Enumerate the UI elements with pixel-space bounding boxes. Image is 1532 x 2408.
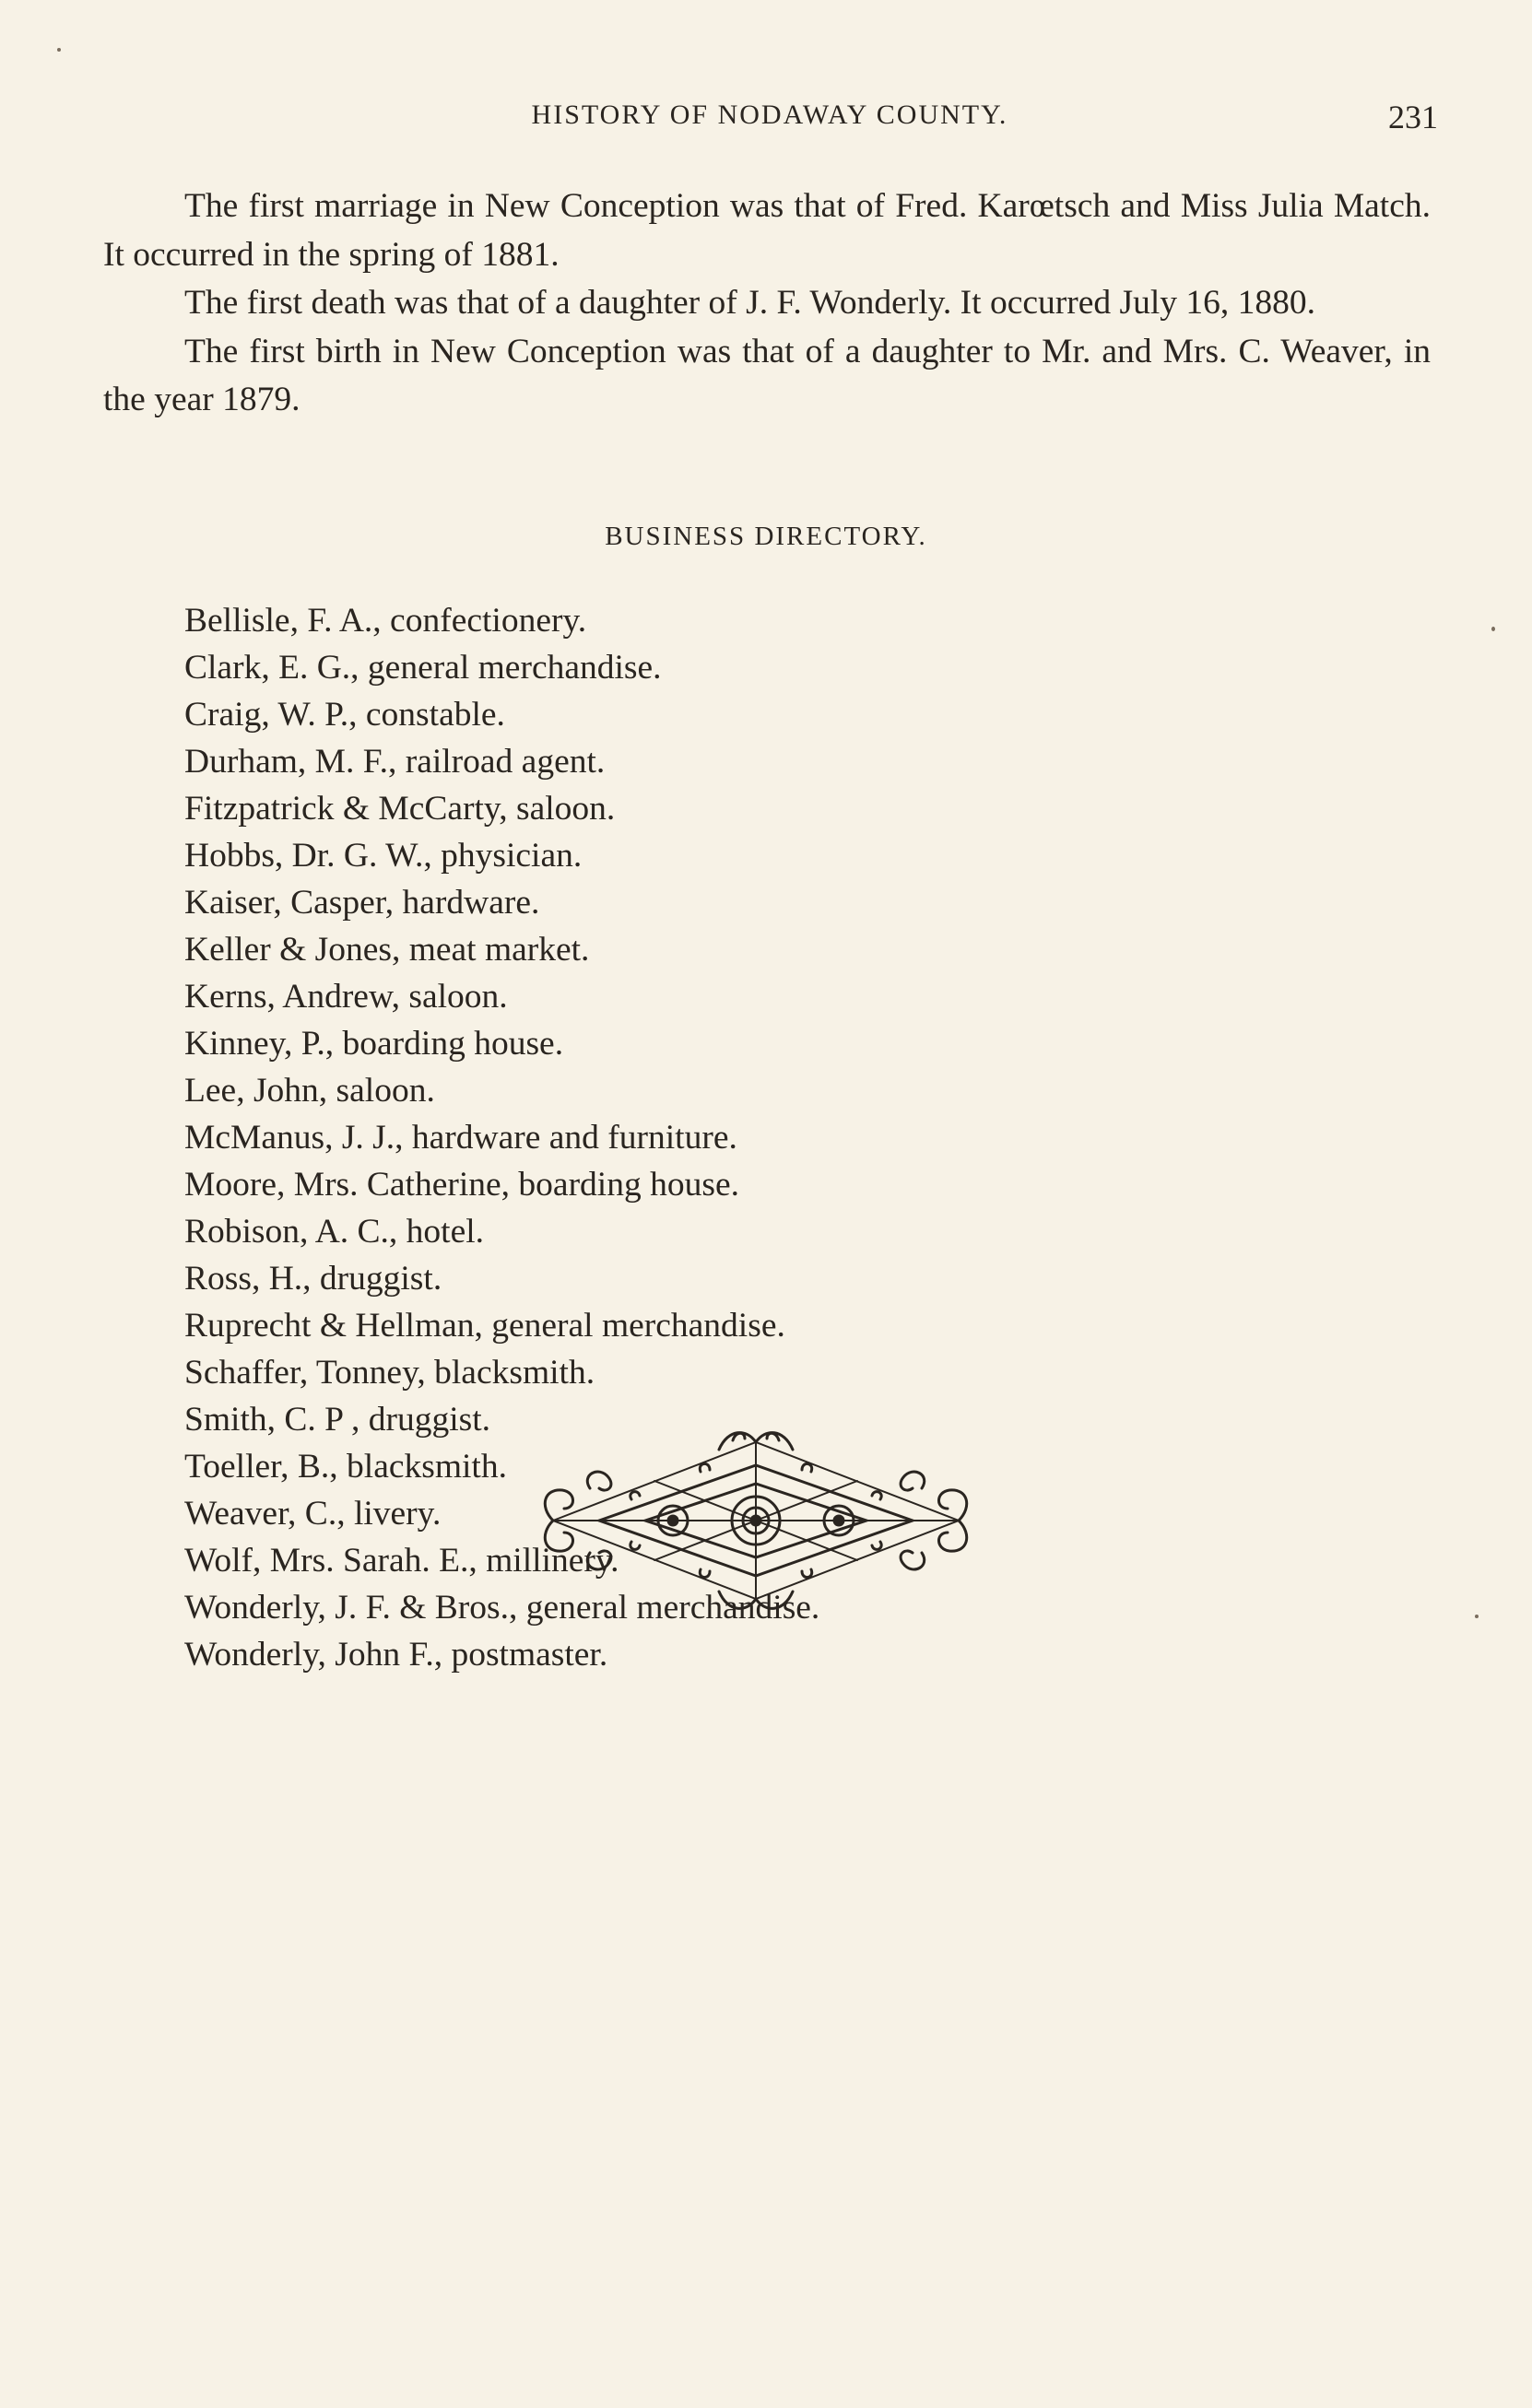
- directory-entry: Clark, E. G., general merchandise.: [184, 649, 662, 687]
- directory-entry: Bellisle, F. A., confectionery.: [184, 602, 587, 640]
- directory-entry: Keller & Jones, meat market.: [184, 931, 590, 969]
- directory-entry: Kaiser, Casper, hardware.: [184, 884, 540, 922]
- directory-entry: Kinney, P., boarding house.: [184, 1025, 564, 1063]
- directory-entry: Lee, John, saloon.: [184, 1072, 435, 1110]
- directory-entry: Robison, A. C., hotel.: [184, 1213, 485, 1251]
- directory-entry: Wolf, Mrs. Sarah. E., millinery.: [184, 1542, 619, 1580]
- directory-entry: Wonderly, John F., postmaster.: [184, 1636, 608, 1674]
- directory-entry: Smith, C. P , druggist.: [184, 1401, 491, 1439]
- directory-entry: Hobbs, Dr. G. W., physician.: [184, 837, 583, 875]
- directory-entry: McManus, J. J., hardware and furniture.: [184, 1119, 737, 1157]
- running-title: HISTORY OF NODAWAY COUNTY.: [531, 100, 1008, 130]
- paper-speck: [1475, 1615, 1479, 1618]
- directory-entry: Toeller, B., blacksmith.: [184, 1448, 507, 1486]
- directory-entry: Durham, M. F., railroad agent.: [184, 743, 606, 781]
- directory-entry: Ross, H., druggist.: [184, 1260, 442, 1298]
- directory-entry: Kerns, Andrew, saloon.: [184, 978, 508, 1016]
- paragraph-first-death: The first death was that of a daughter of J. F. Wonderly. It occurred July 16, 1880.: [184, 284, 1316, 322]
- directory-entry: Schaffer, Tonney, blacksmith.: [184, 1354, 595, 1392]
- paragraph-first-marriage: The first marriage in New Conception was that of Fred. Karœtsch and Miss Julia Match. It occurred in the spring of 1881.: [103, 187, 1431, 274]
- directory-entry: Wonderly, J. F. & Bros., general merchandise.: [184, 1589, 820, 1627]
- directory-entry: Craig, W. P., constable.: [184, 696, 505, 734]
- ornamental-scroll-tailpiece-icon: [535, 1424, 977, 1617]
- paper-speck: [1491, 627, 1495, 631]
- intro-text: [103, 182, 1431, 425]
- running-head: [101, 100, 1438, 136]
- directory-entry: Moore, Mrs. Catherine, boarding house.: [184, 1166, 739, 1204]
- directory-entry: Weaver, C., livery.: [184, 1495, 442, 1533]
- directory-entry: Fitzpatrick & McCarty, saloon.: [184, 790, 616, 828]
- paper-speck: [57, 48, 61, 52]
- paragraph-first-birth: The first birth in New Conception was that of a daughter to Mr. and Mrs. C. Weaver, in the year 1879.: [103, 332, 1431, 418]
- directory-entry: Ruprecht & Hellman, general merchandise.: [184, 1307, 785, 1345]
- business-directory-heading: BUSINESS DIRECTORY.: [605, 522, 927, 551]
- page-number: 231: [1388, 99, 1438, 135]
